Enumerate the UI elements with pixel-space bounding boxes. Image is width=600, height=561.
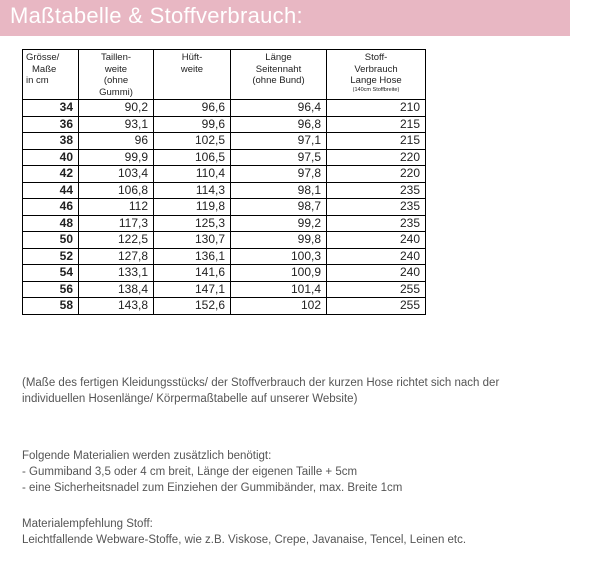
- cell-waist: 122,5: [79, 232, 154, 249]
- cell-side-length: 99,2: [231, 215, 327, 232]
- cell-side-length: 100,3: [231, 248, 327, 265]
- materials-section: [22, 448, 402, 496]
- cell-fabric-usage: 220: [327, 149, 426, 166]
- cell-size: 48: [23, 215, 79, 232]
- materials-heading: Folgende Materialien werden zusätzlich benötigt:: [22, 450, 272, 462]
- fabric-section: [22, 516, 466, 548]
- note-line-1: (Maße des fertigen Kleidungsstücks/ der Stoffverbrauch der kurzen Hose richtet sich nach der: [22, 377, 500, 389]
- table-row: [23, 149, 426, 166]
- cell-size: 42: [23, 166, 79, 183]
- table-row: [23, 215, 426, 232]
- cell-fabric-usage: 235: [327, 215, 426, 232]
- cell-size: 50: [23, 232, 79, 249]
- cell-hip: 110,4: [154, 166, 231, 183]
- cell-size: 54: [23, 265, 79, 282]
- cell-fabric-usage: 235: [327, 182, 426, 199]
- cell-hip: 119,8: [154, 199, 231, 216]
- header-groesse: Grösse/ Maße in cm: [23, 50, 79, 100]
- table-row: [23, 133, 426, 150]
- cell-side-length: 98,1: [231, 182, 327, 199]
- cell-side-length: 97,1: [231, 133, 327, 150]
- cell-waist: 117,3: [79, 215, 154, 232]
- cell-hip: 114,3: [154, 182, 231, 199]
- table-row: [23, 281, 426, 298]
- cell-size: 40: [23, 149, 79, 166]
- cell-hip: 141,6: [154, 265, 231, 282]
- cell-side-length: 96,8: [231, 116, 327, 133]
- cell-hip: 130,7: [154, 232, 231, 249]
- cell-side-length: 98,7: [231, 199, 327, 216]
- cell-fabric-usage: 210: [327, 100, 426, 117]
- cell-side-length: 100,9: [231, 265, 327, 282]
- title-banner: [0, 0, 570, 36]
- cell-hip: 102,5: [154, 133, 231, 150]
- cell-hip: 99,6: [154, 116, 231, 133]
- cell-fabric-usage: 240: [327, 265, 426, 282]
- cell-size: 52: [23, 248, 79, 265]
- cell-fabric-usage: 240: [327, 248, 426, 265]
- cell-size: 46: [23, 199, 79, 216]
- table-row: [23, 166, 426, 183]
- table-row: [23, 248, 426, 265]
- cell-hip: 147,1: [154, 281, 231, 298]
- cell-size: 56: [23, 281, 79, 298]
- page-title: Maßtabelle & Stoffverbrauch:: [10, 3, 303, 28]
- fabric-heading: Materialempfehlung Stoff:: [22, 518, 153, 530]
- cell-size: 58: [23, 298, 79, 315]
- cell-waist: 93,1: [79, 116, 154, 133]
- cell-waist: 133,1: [79, 265, 154, 282]
- materials-item: - Gummiband 3,5 oder 4 cm breit, Länge der eigenen Taille + 5cm: [22, 466, 358, 478]
- cell-side-length: 97,5: [231, 149, 327, 166]
- cell-fabric-usage: 215: [327, 116, 426, 133]
- cell-side-length: 96,4: [231, 100, 327, 117]
- table-row: [23, 199, 426, 216]
- cell-waist: 112: [79, 199, 154, 216]
- cell-hip: 152,6: [154, 298, 231, 315]
- cell-side-length: 99,8: [231, 232, 327, 249]
- cell-side-length: 102: [231, 298, 327, 315]
- cell-hip: 125,3: [154, 215, 231, 232]
- table-row: [23, 298, 426, 315]
- cell-fabric-usage: 235: [327, 199, 426, 216]
- table-row: [23, 116, 426, 133]
- cell-hip: 136,1: [154, 248, 231, 265]
- cell-hip: 106,5: [154, 149, 231, 166]
- table-row: [23, 265, 426, 282]
- materials-item: - eine Sicherheitsnadel zum Einziehen der Gummibänder, max. Breite 1cm: [22, 482, 403, 494]
- header-taillenweite: Taillen- weite (ohne Gummi): [79, 50, 154, 100]
- table-row: [23, 100, 426, 117]
- cell-waist: 127,8: [79, 248, 154, 265]
- cell-waist: 90,2: [79, 100, 154, 117]
- cell-waist: 103,4: [79, 166, 154, 183]
- cell-waist: 138,4: [79, 281, 154, 298]
- cell-fabric-usage: 255: [327, 281, 426, 298]
- cell-waist: 96: [79, 133, 154, 150]
- header-hueftweite: Hüft- weite: [154, 50, 231, 100]
- size-table: [22, 49, 426, 315]
- size-note: [22, 375, 597, 407]
- cell-side-length: 97,8: [231, 166, 327, 183]
- cell-fabric-usage: 215: [327, 133, 426, 150]
- fabric-text: Leichtfallende Webware-Stoffe, wie z.B. Viskose, Crepe, Javanaise, Tencel, Leinen etc.: [22, 534, 467, 546]
- cell-side-length: 101,4: [231, 281, 327, 298]
- table-body: [23, 100, 426, 315]
- cell-waist: 143,8: [79, 298, 154, 315]
- table-row: [23, 182, 426, 199]
- cell-waist: 106,8: [79, 182, 154, 199]
- cell-size: 44: [23, 182, 79, 199]
- cell-size: 34: [23, 100, 79, 117]
- cell-fabric-usage: 240: [327, 232, 426, 249]
- header-laenge: Länge Seitennaht (ohne Bund): [231, 50, 327, 100]
- cell-waist: 99,9: [79, 149, 154, 166]
- table-row: [23, 232, 426, 249]
- cell-hip: 96,6: [154, 100, 231, 117]
- header-stoffverbrauch: Stoff- Verbrauch Lange Hose (140cm Stoffbreite): [327, 50, 426, 100]
- table-header-row: [23, 50, 426, 100]
- cell-size: 38: [23, 133, 79, 150]
- cell-fabric-usage: 220: [327, 166, 426, 183]
- note-line-2: individuellen Hosenlänge/ Körpermaßtabelle auf unserer Website): [22, 393, 358, 405]
- cell-fabric-usage: 255: [327, 298, 426, 315]
- cell-size: 36: [23, 116, 79, 133]
